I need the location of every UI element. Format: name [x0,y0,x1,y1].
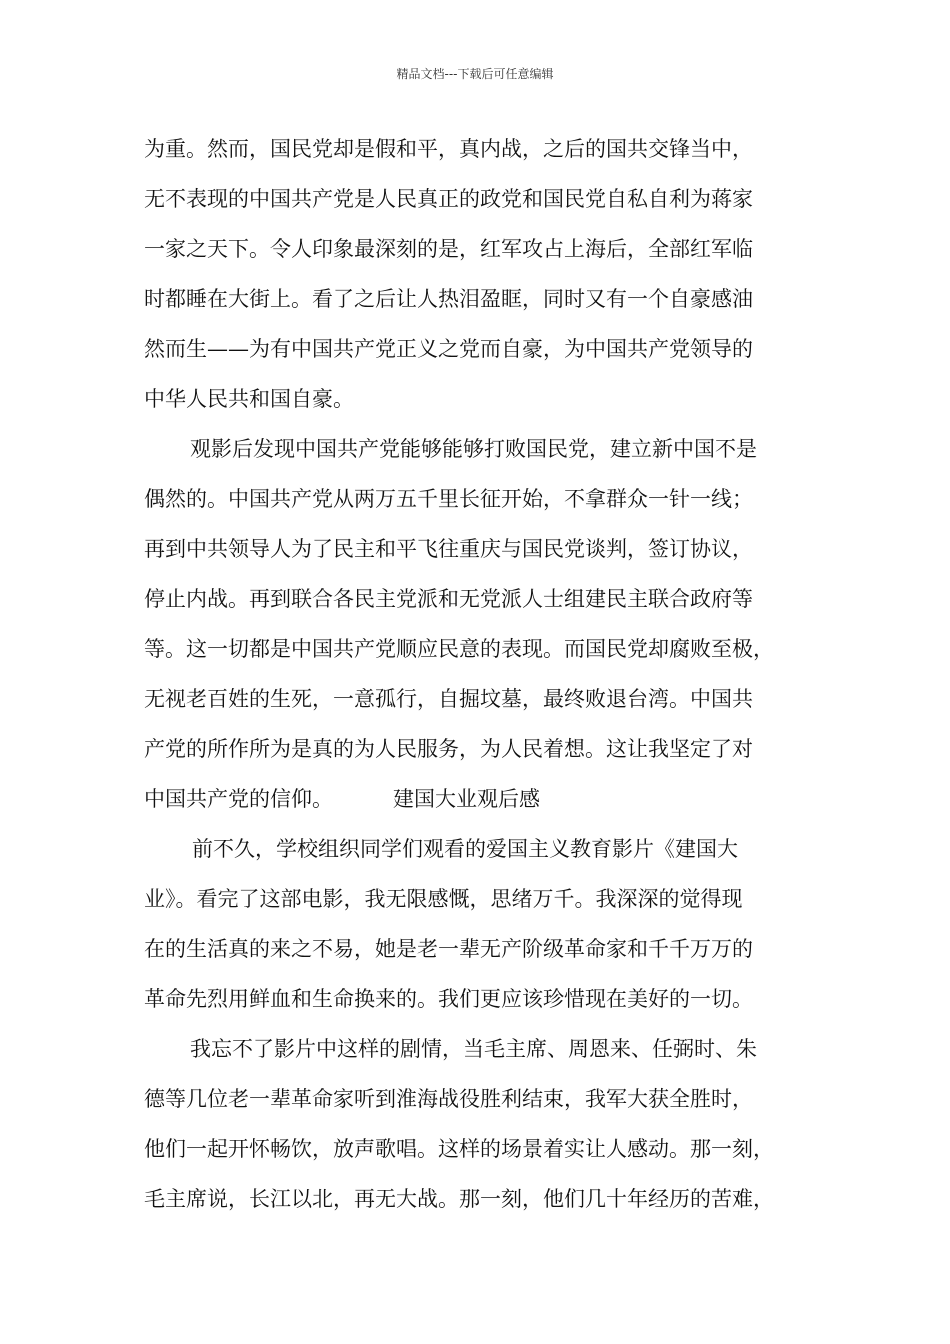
text-line: 中华人民共和国自豪。 [144,387,354,411]
page-header: 精品文档---下载后可任意编辑 [396,67,554,81]
document-body [144,124,824,1224]
text-line: 为重。然而，国民党却是假和平，真内战，之后的国共交锋当中， [144,137,753,161]
text-line: 无不表现的中国共产党是人民真正的政党和国民党自私自利为蒋家 [144,187,753,211]
text-line: 毛主席说，长江以北，再无大战。那一刻，他们几十年经历的苦难， [144,1187,774,1211]
text-fragment: 中国共产党的信仰。 [144,787,333,811]
text-line: 革命先烈用鲜血和生命换来的。我们更应该珍惜现在美好的一切。 [144,987,753,1011]
paragraph-start-line: 我忘不了影片中这样的剧情，当毛主席、周恩来、任弼时、朱 [190,1037,757,1061]
text-line: 偶然的。中国共产党从两万五千里长征开始，不拿群众一针一线； [144,487,753,511]
paragraph-start-line: 前不久，学校组织同学们观看的爱国主义教育影片《建国大 [192,837,738,861]
text-line: 时都睡在大街上。看了之后让人热泪盈眶，同时又有一个自豪感油 [144,287,753,311]
text-line: 然而生——为有中国共产党正义之党而自豪，为中国共产党领导的 [144,337,753,361]
text-line: 产党的所作所为是真的为人民服务，为人民着想。这让我坚定了对 [144,737,753,761]
text-line: 等。这一切都是中国共产党顺应民意的表现。而国民党却腐败至极， [144,637,774,661]
paragraph-start-line: 观影后发现中国共产党能够能够打败国民党，建立新中国不是 [190,437,757,461]
text-line: 一家之天下。令人印象最深刻的是，红军攻占上海后，全部红军临 [144,237,753,261]
text-line: 在的生活真的来之不易，她是老一辈无产阶级革命家和千千万万的 [144,937,753,961]
article-title: 建国大业观后感 [393,787,540,811]
text-line: 业》。看完了这部电影，我无限感慨，思绪万千。我深深的觉得现 [144,887,743,911]
text-line: 停止内战。再到联合各民主党派和无党派人士组建民主联合政府等 [144,587,753,611]
text-line: 德等几位老一辈革命家听到淮海战役胜利结束，我军大获全胜时， [144,1087,753,1111]
text-line: 再到中共领导人为了民主和平飞往重庆与国民党谈判，签订协议， [144,537,753,561]
text-line-with-title [144,774,824,824]
text-line: 无视老百姓的生死，一意孤行，自掘坟墓，最终败退台湾。中国共 [144,687,753,711]
text-line: 他们一起开怀畅饮，放声歌唱。这样的场景着实让人感动。那一刻， [144,1137,774,1161]
